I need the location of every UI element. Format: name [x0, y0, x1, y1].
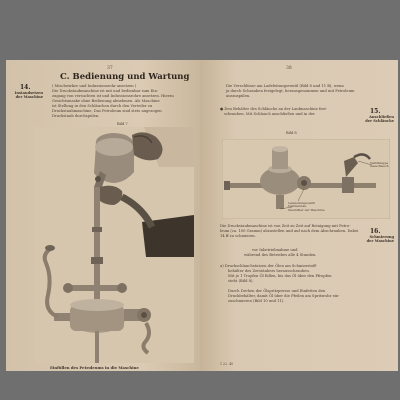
body-line: Gesichtsmaske ohne Bedienung abnehmen. Als Maschine [52, 99, 160, 103]
callout-text: Gasschlauch [370, 164, 389, 169]
margin-label-line: der Schläuche [365, 119, 394, 124]
body-line: während des Betriebes alle 4 Stunden. [244, 253, 317, 257]
centered-paragraph [244, 248, 317, 258]
body-line: Durch Drehen der Ölspritzpresse und Einfetten den [228, 289, 326, 293]
callout-text: Ventileinbau [288, 204, 307, 209]
body-line: Die Druckstaubmaschine ist mit und bedienbar zum Ein- [52, 89, 159, 93]
figure-callout-bottom [288, 202, 325, 212]
figure-label: Bild 8 [286, 131, 297, 135]
body-line: vor Inbetriebnahme und [252, 248, 298, 252]
body-line: ( Mischwirker und Indussionsrohr ansetzen ) [52, 84, 137, 88]
body-line: zugang von versuchten ist und Indussionsrohre ansetzen. Hierzu [52, 94, 174, 98]
callout-text: Ventilklappe [370, 161, 389, 165]
left-page [6, 60, 200, 371]
margin-label-15 [356, 115, 394, 124]
body-line: leum (ca. 100 Gramm) abzustellen und auf nach dem Abschrauben. Dabei [220, 229, 359, 233]
body-line: Druckbehälter, damit Öl über die Pfeilen am Spritzrohr ein- [228, 294, 340, 298]
body-line: ja durch Schrauben festgelegt, herausgenommen und mit Petroleum [226, 89, 355, 93]
body-line: Die Verschlüsse am Ladeleitungsventil (Bild 8 und 11 B), wenn [226, 84, 344, 88]
margin-label-line: Schmierung [369, 235, 394, 239]
bullet-icon: ● [220, 107, 225, 111]
body-line: Den Behälter des Schläuche an der Laufmaschine fest- [224, 107, 328, 111]
top-paragraph [226, 84, 354, 99]
margin-label-line: Anschließen [369, 115, 394, 119]
body-line: Mit je 1 Tropfen Öl füllen, bis das Öl über den Pfropfen [228, 274, 332, 278]
callout-text: Ladeleitungsventil [288, 201, 316, 205]
body-line: steht (Bild 8). [228, 279, 254, 283]
right-page [200, 60, 398, 371]
body-line: behälter des Zerstäubers herausschrauben. [228, 269, 310, 273]
body-text [52, 84, 174, 119]
after-figure-paragraph [220, 224, 358, 239]
callout-text: Staubfilter der Maschine [288, 207, 325, 212]
figure-caption: Einfüllen des Petroleums in die Maschine [50, 365, 139, 370]
page-number: 38 [286, 66, 292, 71]
margin-label-line: der Maschine [15, 95, 43, 100]
section-heading: C. Bedienung und Wartung [60, 72, 190, 82]
body-line: zuschmieren (Bild 10 und 11). [228, 299, 285, 303]
body-line: 14 ff zu schmieren. [220, 234, 256, 238]
body-line: Druckstaubmaschine, Das Petroleum sind stets angezogen [52, 109, 162, 113]
body-line: auszuspülen. [226, 94, 251, 98]
body-line: a) Druckschlauchstutzen der Ölen am Schmierstoff- [220, 264, 317, 268]
page-number: 37 [107, 66, 113, 71]
margin-number: 14. [20, 84, 31, 91]
body-line: Druckstaub durchspülen. [52, 114, 100, 118]
figure-callout-right [370, 162, 396, 169]
figure-photo-filling [34, 127, 194, 363]
body-line: ist Stellung in den Schläuchen durch den Verteiler zu [52, 104, 153, 108]
body-line: Die Druckstaubmaschine ist von Zeit zu Zeit auf Reinigung mit Petro- [220, 224, 351, 228]
figure-label: Bild 7 [117, 122, 128, 126]
margin-label [8, 91, 43, 100]
footer-code: 1 22. 40 [220, 362, 234, 366]
margin-number-15: 15. [370, 108, 381, 115]
bullet-paragraph [220, 107, 327, 117]
margin-label-16 [356, 235, 394, 244]
margin-label-line: Instandsetzen [14, 91, 43, 95]
margin-label-line: der Maschine [366, 239, 394, 244]
margin-number-16: 16. [370, 228, 381, 235]
body-line: schrauben. Mit Schlauch anschließen und in der [224, 112, 315, 116]
list-paragraph [220, 264, 340, 304]
